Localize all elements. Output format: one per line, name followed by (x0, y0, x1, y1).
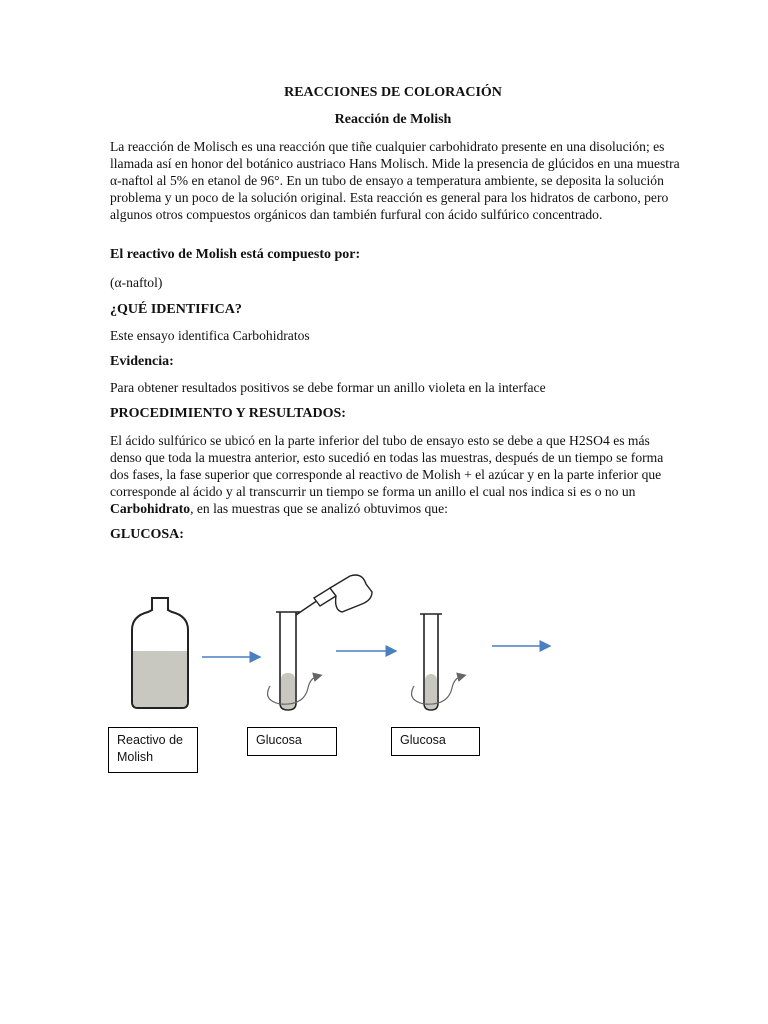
procedure-text-b: , en las muestras que se analizó obtuvimos que: (190, 501, 448, 516)
identifies-heading: ¿QUÉ IDENTIFICA? (110, 302, 242, 317)
label-reagent: Reactivo de Molish (108, 727, 198, 773)
procedure-heading: PROCEDIMIENTO Y RESULTADOS: (110, 406, 346, 421)
document-subtitle: Reacción de Molish (334, 112, 452, 127)
procedure-paragraph (110, 432, 682, 517)
procedure-bold-term: Carbohidrato (110, 501, 191, 516)
document-title: REACCIONES DE COLORACIÓN (284, 85, 502, 100)
test-tube-2 (412, 614, 462, 710)
reagent-heading: El reactivo de Molish está compuesto por: (110, 247, 361, 262)
dropper (296, 575, 372, 615)
label-glucose-2: Glucosa (391, 727, 480, 756)
intro-paragraph: La reacción de Molisch es una reacción que tiñe cualquier carbohidrato presente en una disolución; es llamada así en honor del botánico austriaco Hans Molisch. Mide la presencia de glúcidos en una muestra α-naftol al 5% en etanol de 96°. En un tubo de ensayo a temperatura ambiente, se deposita la solución problema y un poco de la solución original. Esta reacción es general para los hidratos de carbono, pero algunos otros compuestos orgánicos dan también furfural con ácido sulfúrico concentrado. (110, 139, 680, 222)
glucose-heading: GLUCOSA: (110, 527, 184, 542)
label-glucose-1: Glucosa (247, 727, 337, 756)
identifies-text: Este ensayo identifica Carbohidratos (110, 328, 310, 343)
test-tube-1 (268, 575, 372, 710)
reagent-bottle (132, 598, 188, 708)
bottle-liquid (133, 651, 187, 707)
evidence-text: Para obtener resultados positivos se debe formar un anillo violeta en la interface (110, 380, 546, 395)
procedure-text-a: El ácido sulfúrico se ubicó en la parte inferior del tubo de ensayo esto se debe a que H2SO4 es más denso que toda la muestra anterior, esto sucedió en todas las muestras, después de un tiempo se forma dos fases, la fase superior que corresponde al reactivo de Molish + el azúcar y en la parte inferior que corresponde al ácido y al transcurrir un tiempo se forma un anillo el cual nos indica si es o no un (110, 433, 664, 499)
reagent-value: (α-naftol) (110, 275, 163, 290)
evidence-heading: Evidencia: (110, 354, 174, 369)
